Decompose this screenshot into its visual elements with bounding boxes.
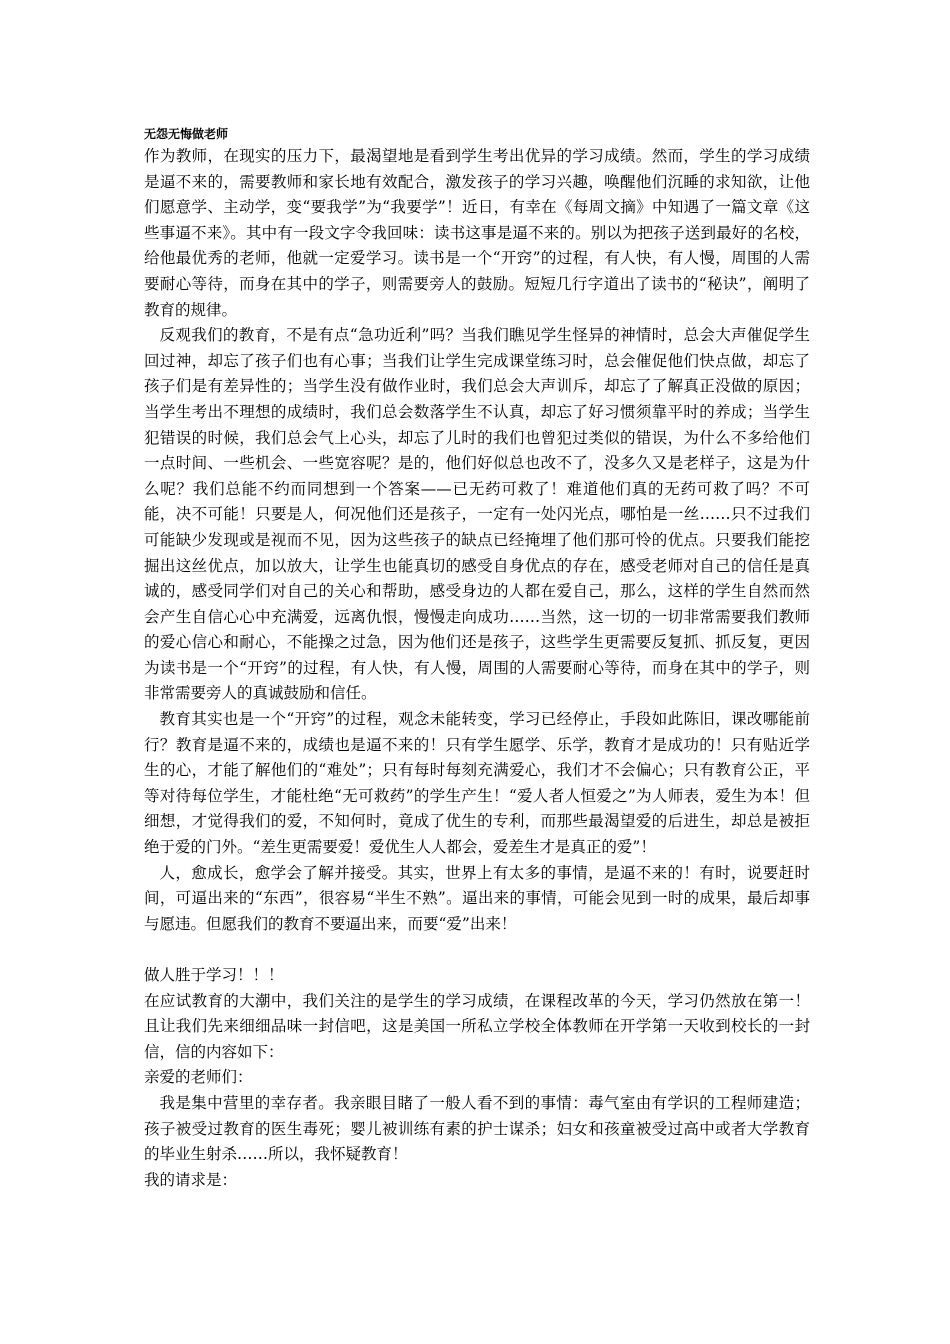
article-title: 无怨无悔做老师 [144, 127, 229, 141]
document-page [144, 124, 810, 1193]
letter-body: 我是集中营里的幸存者。我亲眼目睹了一般人看不到的事情：毒气室由有学识的工程师建造；孩子被受过教育的医生毒死；婴儿被训练有素的护士谋杀；妇女和孩童被受过高中或者大学教育的毕业生射杀……所以，我怀疑教育！ [144, 1093, 810, 1164]
article-paragraph-4: 人，愈成长，愈学会了解并接受。其实，世界上有太多的事情，是逼不来的！有时，说要赶时间，可逼出来的“东西”，很容易“半生不熟”。逼出来的事情，可能会见到一时的成果，最后却事与愿违。但愿我们的教育不要逼出来，而要“爱”出来！ [144, 863, 810, 933]
letter-request-line: 我的请求是： [144, 1170, 238, 1189]
article-paragraph-2: 反观我们的教育，不是有点“急功近利”吗？当我们瞧见学生怪异的神情时，总会大声催促学生回过神，却忘了孩子们也有心事；当我们让学生完成课堂练习时，总会催促他们快点做，却忘了孩子们是有差异性的；当学生没有做作业时，我们总会大声训斥，却忘了了解真正没做的原因；当学生考出不理想的成绩时，我们总会数落学生不认真，却忘了好习惯须靠平时的养成；当学生犯错误的时候，我们总会气上心头，却忘了儿时的我们也曾犯过类似的错误，为什么不多给他们一点时间、一些机会、一些宽容呢？是的，他们好似总也改不了，没多久又是老样子，这是为什么呢？我们总能不约而同想到一个答案——已无药可救了！难道他们真的无药可救了吗？不可能，决不可能！只要是人，何况他们还是孩子，一定有一处闪光点，哪怕是一丝……只不过我们可能缺少发现或是视而不见，因为这些孩子的缺点已经掩埋了他们那可怜的优点。只要我们能挖掘出这丝优点，加以放大，让学生也能真切的感受自身优点的存在，感受老师对自己的信任是真诚的，感受同学们对自己的关心和帮助，感受身边的人都在爱自己，那么，这样的学生自然而然会产生自信心心中充满爱，远离仇恨，慢慢走向成功……当然，这一切的一切非常需要我们教师的爱心信心和耐心，不能操之过急，因为他们还是孩子，这些学生更需要反复抓、抓反复，更因为读书是一个“开窍”的过程，有人快，有人慢，周围的人需要耐心等待，而身在其中的学子，则非常需要旁人的真诚鼓励和信任。 [144, 326, 810, 703]
section-title: 做人胜于学习！！！ [144, 966, 284, 984]
article-paragraph-1: 作为教师，在现实的压力下，最渴望地是看到学生考出优异的学习成绩。然而，学生的学习成绩是逼不来的，需要教师和家长地有效配合，激发孩子的学习兴趣，唤醒他们沉睡的求知欲，让他们愿意学、主动学，变“要我学”为“我要学”！近日，有幸在《每周文摘》中知遇了一篇文章《这些事逼不来》。其中有一段文字令我回味：读书这事是逼不来的。别以为把孩子送到最好的名校，给他最优秀的老师，他就一定爱学习。读书是一个“开窍”的过程，有人快，有人慢，周围的人需要耐心等待，而身在其中的学子，则需要旁人的鼓励。短短几行字道出了读书的“秘诀”，阐明了教育的规律。 [144, 147, 810, 319]
section-spacer [144, 937, 810, 963]
article-paragraph-3: 教育其实也是一个“开窍”的过程，观念未能转变，学习已经停止，手段如此陈旧，课改哪能前行？教育是逼不来的，成绩也是逼不来的！只有学生愿学、乐学，教育才是成功的！只有贴近学生的心，才能了解他们的“难处”；只有每时每刻充满爱心，我们才不会偏心；只有教育公正，平等对待每位学生，才能杜绝“无可救药”的学生产生！“爱人者人恒爱之”为人师表，爱生为本！但细想，才觉得我们的爱，不知何时，竟成了优生的专利，而那些最渴望爱的后进生，却总是被拒绝于爱的门外。“差生更需要爱！爱优生人人都会，爱差生才是真正的爱”！ [144, 710, 810, 857]
section-intro: 在应试教育的大潮中，我们关注的是学生的学习成绩，在课程改革的今天，学习仍然放在第一！且让我们先来细细品味一封信吧，这是美国一所私立学校全体教师在开学第一天收到校长的一封信，信的内容如下： [144, 991, 810, 1061]
letter-salutation: 亲爱的老师们： [144, 1068, 253, 1087]
